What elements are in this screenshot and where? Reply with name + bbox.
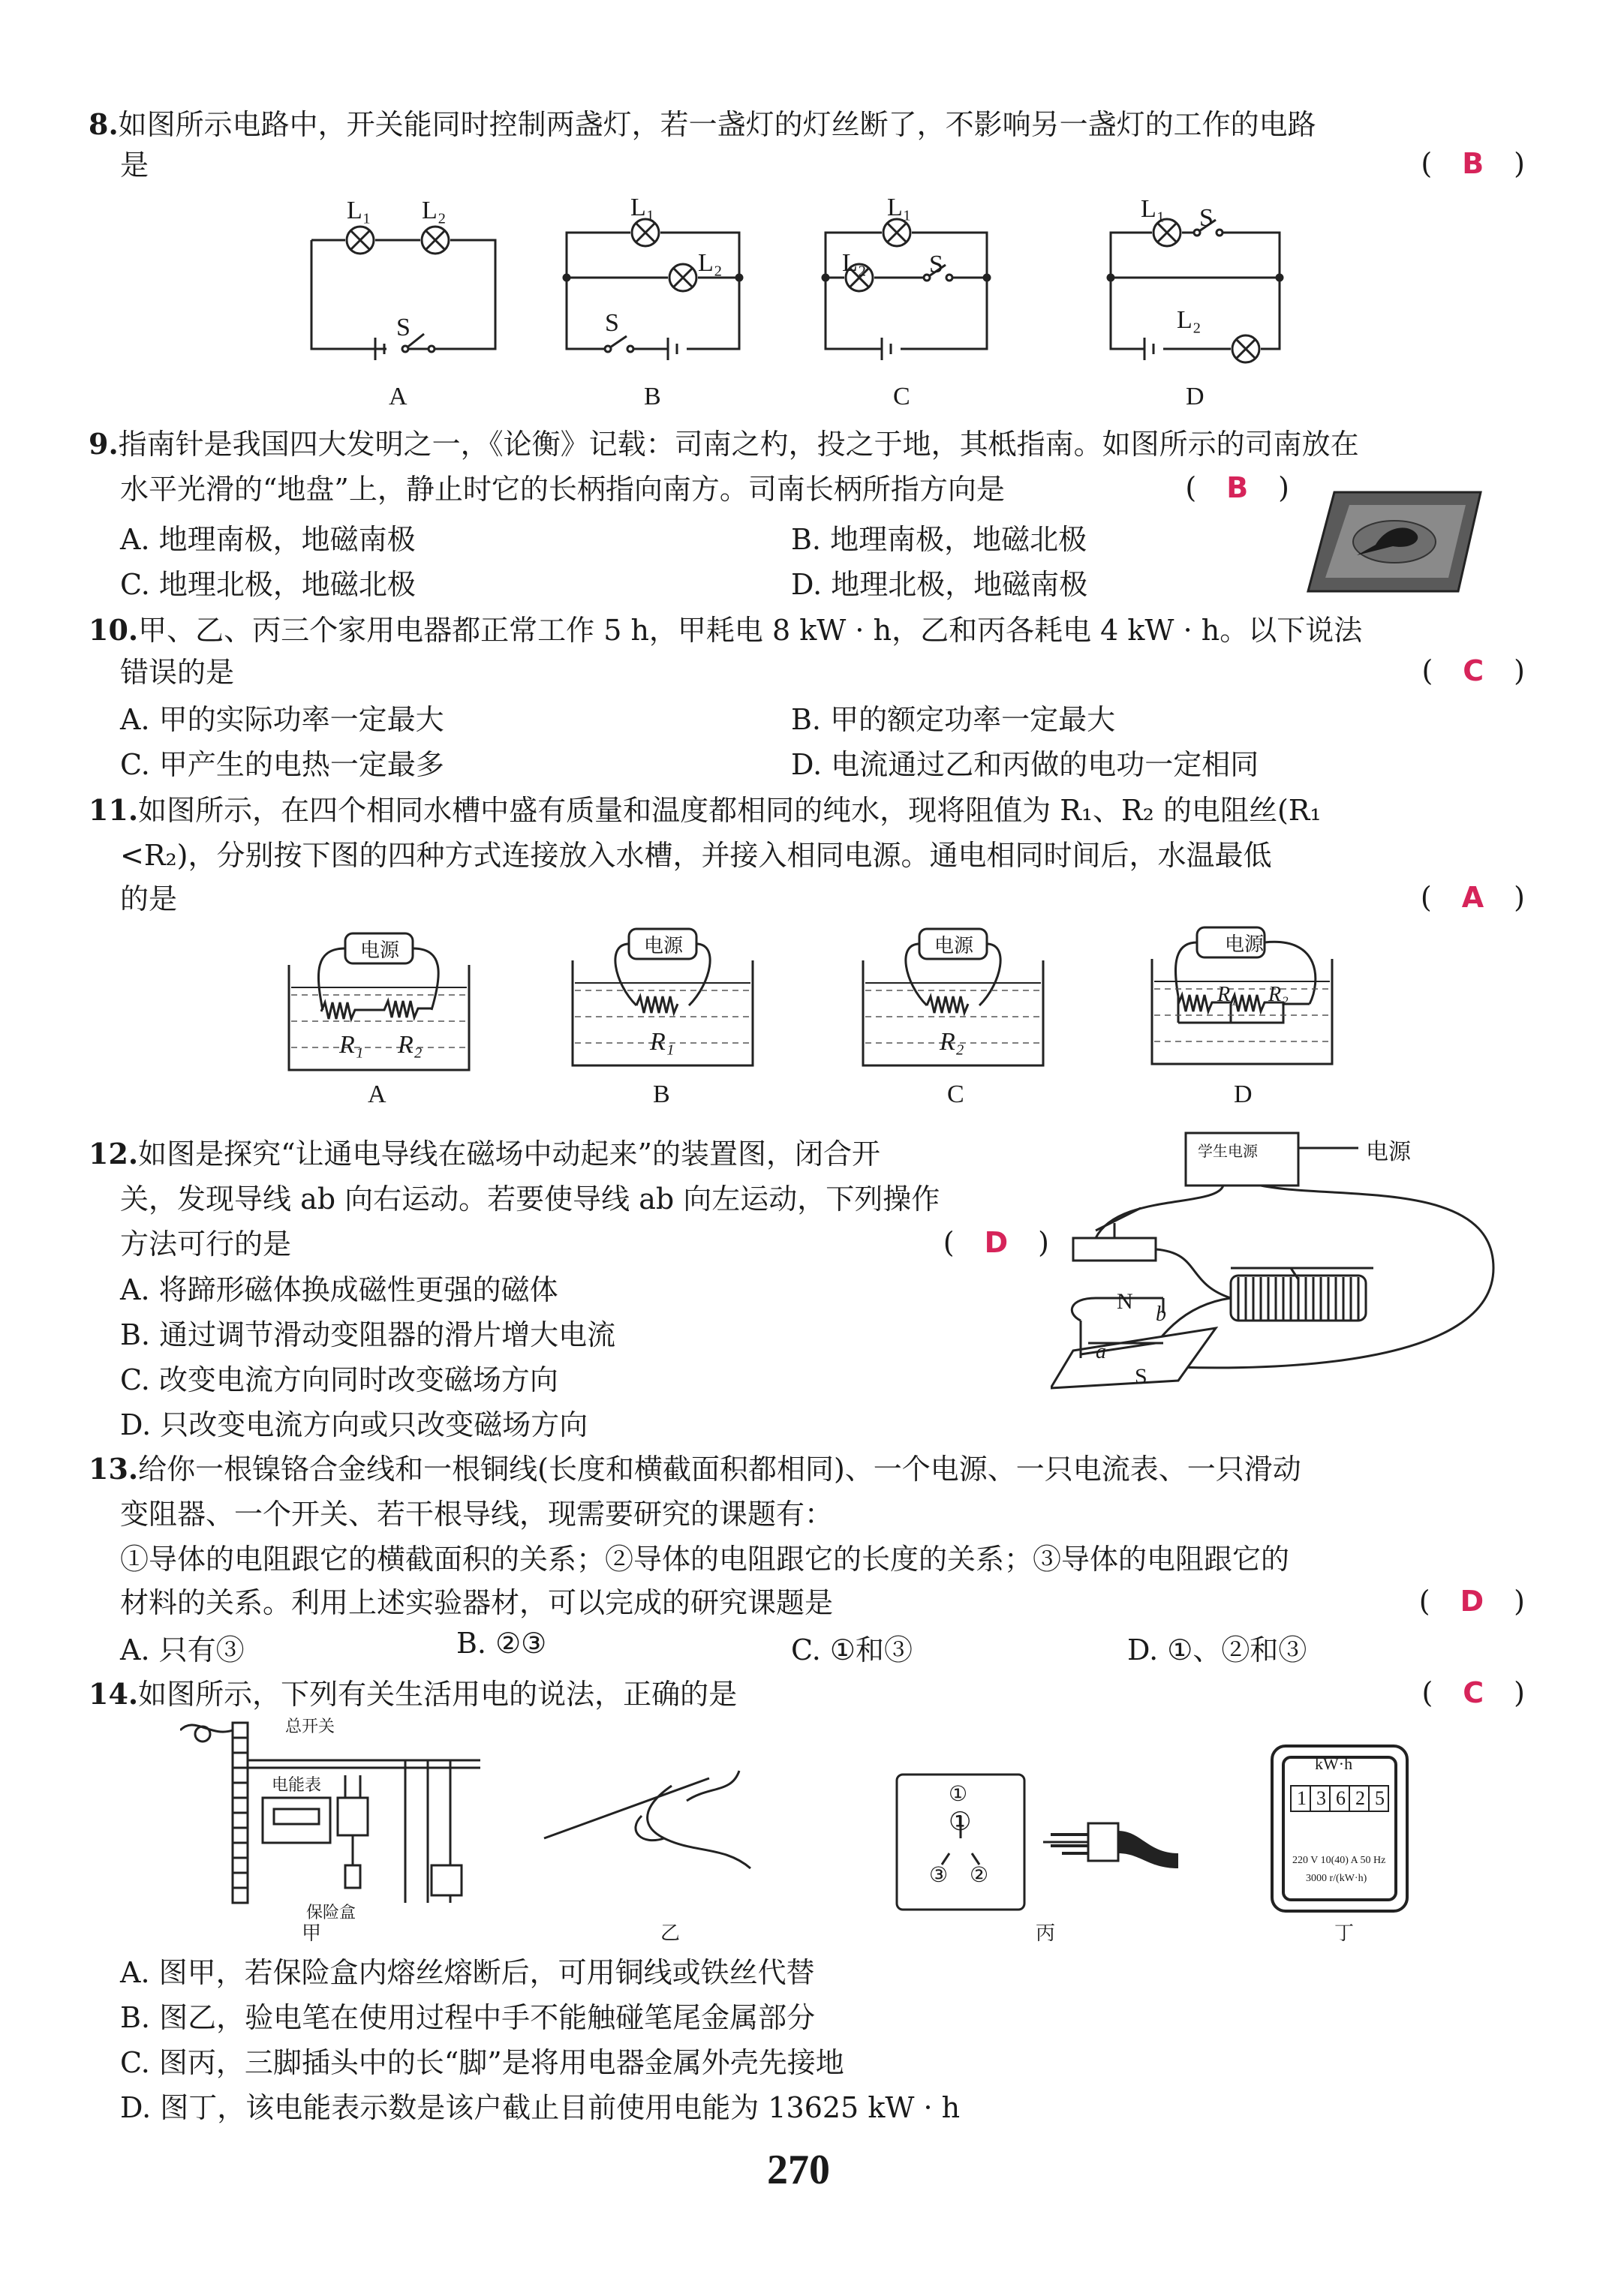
q13-line2: 变阻器、一个开关、若干根导线，现需要研究的课题有：: [120, 1498, 834, 1531]
q8-d-l1: L₁: [1141, 195, 1165, 223]
q8-label-b: B: [644, 383, 661, 410]
q12-fig-box: 学生电源: [1198, 1143, 1258, 1160]
q12-line2: 关，发现导线 ab 向右运动。若要使导线 ab 向左运动，下列操作: [120, 1183, 940, 1216]
q12-option-c: C. 改变电流方向同时改变磁场方向: [120, 1363, 558, 1396]
q8-a-s: S: [396, 314, 411, 341]
q13-option-b: B. ②③: [456, 1627, 547, 1660]
q14-meter-digit-3: 6: [1336, 1787, 1346, 1809]
q8-c-l2: L₂: [842, 249, 867, 277]
q11-c-r2: R₂: [940, 1028, 964, 1056]
q14-fig-meter: 电能表: [272, 1775, 322, 1794]
q14-answer: ( C ): [1421, 1676, 1525, 1709]
q14-meter-digit-5: 5: [1375, 1787, 1385, 1809]
q14-line1: 14.如图所示，下列有关生活用电的说法，正确的是: [89, 1677, 738, 1711]
q9-option-a: A. 地理南极，地磁南极: [120, 523, 416, 556]
q8-b-l2: L₂: [698, 249, 723, 277]
q13-line1: 13.给你一根镍铬合金线和一根铜线(长度和横截面积都相同)、一个电源、一只电流表、一只滑动: [89, 1452, 1301, 1486]
q14-socket-mark-1b: ①: [949, 1808, 972, 1836]
q11-c-power: 电源: [934, 935, 974, 957]
q8-b-l1: L₁: [630, 194, 655, 221]
q13-answer: ( D ): [1418, 1585, 1525, 1618]
q8-b-s: S: [605, 309, 619, 337]
q13-option-c: C. ①和③: [791, 1633, 913, 1666]
q14-fig-switch: 总开关: [285, 1717, 335, 1736]
q8-a-l2: L₂: [422, 197, 447, 224]
q12-fig-power: 电源: [1366, 1140, 1411, 1165]
q11-d-power: 电源: [1225, 933, 1265, 955]
q12-option-d: D. 只改变电流方向或只改变磁场方向: [120, 1408, 588, 1441]
q12-fig-n: N: [1117, 1289, 1133, 1314]
q14-fig-bing: [893, 1771, 1178, 1913]
q12-fig-s: S: [1135, 1364, 1147, 1389]
q12-answer: ( D ): [943, 1226, 1049, 1259]
q14-caption-jia: 甲: [302, 1922, 322, 1944]
q11-line3: 的是: [120, 882, 178, 915]
q14-option-c: C. 图丙，三脚插头中的长“脚”是将用电器金属外壳先接地: [120, 2046, 844, 2079]
q10-answer: ( C ): [1421, 654, 1525, 687]
q11-line1: 11.如图所示，在四个相同水槽中盛有质量和温度都相同的纯水，现将阻值为 R₁、R₂ 的电阻丝(R₁: [89, 793, 1322, 827]
q14-caption-bing: 丙: [1036, 1922, 1056, 1944]
q14-option-a: A. 图甲，若保险盒内熔丝熔断后，可用铜线或铁丝代替: [120, 1956, 815, 1989]
q11-a-r2: R₂: [398, 1031, 423, 1059]
q12-line1: 12.如图是探究“让通电导线在磁场中动起来”的装置图，闭合开: [89, 1137, 880, 1171]
q14-socket-mark-3: ③: [929, 1864, 949, 1887]
q9-line1: 9.指南针是我国四大发明之一，《论衡》记载：司南之杓，投之于地，其柢指南。如图所示的司南放在: [89, 427, 1359, 461]
q11-d-r2: R₂: [1268, 983, 1289, 1006]
q10-option-b: B. 甲的额定功率一定最大: [791, 703, 1116, 736]
q9-option-d: D. 地理北极，地磁南极: [791, 568, 1088, 601]
q14-meter-unit: kW·h: [1315, 1754, 1353, 1773]
q10-option-c: C. 甲产生的电热一定最多: [120, 748, 444, 781]
q12-apparatus: [1051, 1118, 1501, 1396]
q13-line3: ①导体的电阻跟它的横截面积的关系；②导体的电阻跟它的长度的关系；③导体的电阻跟它的: [120, 1543, 1290, 1576]
q13-option-d: D. ①、②和③: [1127, 1633, 1307, 1666]
q8-d-s: S: [1199, 204, 1214, 232]
q11-label-b: B: [653, 1080, 670, 1108]
q8-line2: 是: [120, 149, 149, 182]
q14-option-b: B. 图乙，验电笔在使用过程中手不能触碰笔尾金属部分: [120, 2001, 816, 2034]
q14-fig-fuse: 保险盒: [306, 1903, 356, 1922]
sinan-compass-image: [1304, 486, 1484, 599]
q11-label-d: D: [1234, 1080, 1253, 1108]
q8-label-a: A: [389, 383, 408, 410]
q11-label-c: C: [947, 1080, 964, 1108]
page-number: 270: [767, 2147, 830, 2193]
q14-caption-ding: 丁: [1334, 1922, 1355, 1944]
q11-b-r1: R₁: [650, 1028, 675, 1056]
q8-answer: ( B ): [1421, 147, 1525, 180]
q12-line3: 方法可行的是: [120, 1228, 292, 1261]
q14-option-d: D. 图丁，该电能表示数是该户截止目前使用电能为 13625 kW · h: [120, 2091, 961, 2124]
q14-fig-yi: [537, 1756, 762, 1883]
q13-option-a: A. 只有③: [120, 1633, 245, 1666]
q9-line2: 水平光滑的“地盘”上，静止时它的长柄指向南方。司南长柄所指方向是: [120, 473, 1005, 506]
q14-socket-mark-1: ①: [949, 1783, 968, 1806]
q13-line4: 材料的关系。利用上述实验器材，可以完成的研究课题是: [120, 1586, 834, 1619]
q14-meter-digit-4: 2: [1355, 1787, 1365, 1809]
q12-fig-b: b: [1156, 1303, 1166, 1326]
q14-meter-rev: 3000 r/(kW·h): [1306, 1873, 1367, 1884]
q11-a-power: 电源: [360, 939, 400, 961]
q9-option-b: B. 地理南极，地磁北极: [791, 523, 1087, 556]
q10-line2: 错误的是: [120, 656, 235, 689]
q14-fig-jia: [180, 1715, 495, 1910]
q10-option-a: A. 甲的实际功率一定最大: [120, 703, 444, 736]
q14-meter-spec: 220 V 10(40) A 50 Hz: [1292, 1855, 1386, 1866]
q9-answer: ( B ): [1185, 471, 1289, 504]
q11-answer: ( A ): [1420, 881, 1525, 914]
q10-option-d: D. 电流通过乙和丙做的电功一定相同: [791, 748, 1259, 781]
q8-label-c: C: [893, 383, 910, 410]
q12-fig-a: a: [1096, 1340, 1106, 1363]
q8-c-l1: L₁: [887, 194, 912, 221]
q8-circuit-d: [1099, 195, 1295, 368]
q14-socket-mark-2: ②: [970, 1864, 989, 1887]
q9-option-c: C. 地理北极，地磁北极: [120, 568, 416, 601]
q14-meter-digit-1: 1: [1297, 1787, 1307, 1809]
q11-b-power: 电源: [644, 935, 684, 957]
q10-line1: 10.甲、乙、丙三个家用电器都正常工作 5 h，甲耗电 8 kW · h，乙和丙各耗电 4 kW · h。以下说法: [89, 613, 1363, 647]
q8-d-l2: L₂: [1177, 306, 1202, 334]
q8-a-l1: L₁: [347, 197, 371, 224]
q11-line2: <R₂)，分别按下图的四种方式连接放入水槽，并接入相同电源。通电相同时间后，水温最低: [120, 839, 1272, 872]
q11-d-r1: R₁: [1217, 983, 1238, 1006]
q8-label-d: D: [1186, 383, 1205, 410]
q14-caption-yi: 乙: [660, 1922, 681, 1944]
q8-line1: 8.如图所示电路中，开关能同时控制两盏灯，若一盏灯的灯丝断了，不影响另一盏灯的工作的电路: [89, 107, 1316, 141]
q11-a-r1: R₁: [339, 1031, 364, 1059]
q12-option-b: B. 通过调节滑动变阻器的滑片增大电流: [120, 1318, 616, 1351]
q14-meter-digit-2: 3: [1316, 1787, 1326, 1809]
q12-option-a: A. 将蹄形磁体换成磁性更强的磁体: [120, 1273, 558, 1306]
q11-label-a: A: [368, 1080, 386, 1108]
q8-c-s: S: [929, 251, 943, 278]
